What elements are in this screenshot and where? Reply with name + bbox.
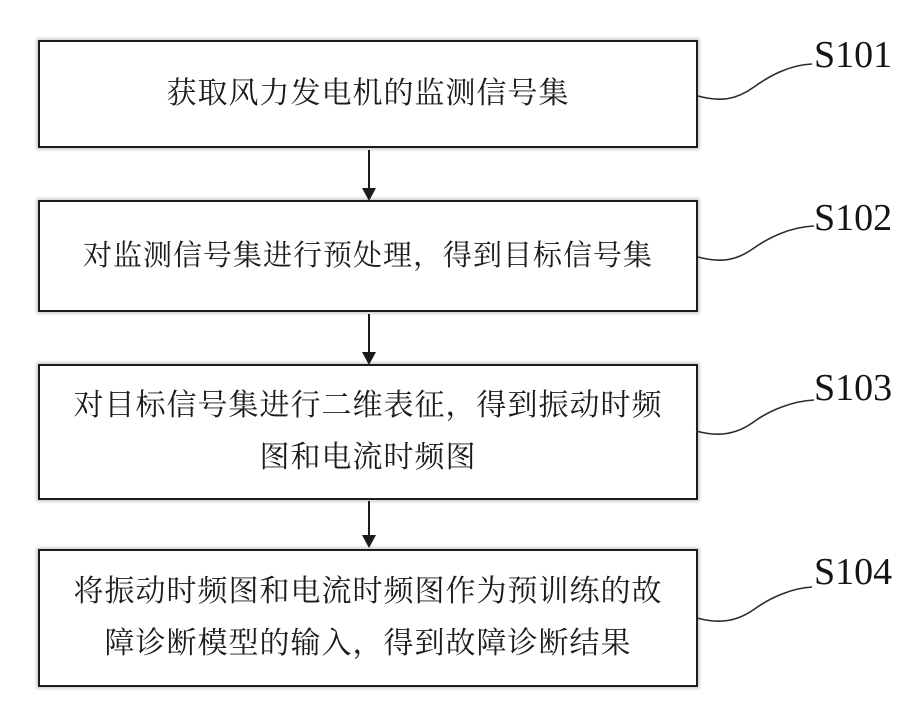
arrow-shaft: [368, 501, 370, 535]
down-arrow-icon: [361, 150, 377, 201]
step-label-s103: S103: [814, 367, 893, 409]
arrow-shaft: [368, 150, 370, 188]
flow-step-box-s101: [38, 40, 698, 148]
step-label-s102: S102: [814, 197, 893, 239]
arrow-head: [362, 535, 376, 548]
down-arrow-icon: [361, 314, 377, 365]
step-label-s101: S101: [814, 34, 893, 76]
flow-step-text-s102: 对监测信号集进行预处理，得到目标信号集: [82, 239, 653, 272]
down-arrow-icon: [361, 501, 377, 548]
connector-curve-s104: [697, 587, 812, 621]
flow-step-box-s103: [38, 364, 698, 500]
step-label-s104: S104: [814, 551, 893, 593]
connector-curve-s103: [696, 400, 814, 434]
flow-step-text-s103: 对目标信号集进行二维表征，得到振动时频图和电流时频图: [73, 388, 663, 474]
flow-step-text-s104: 将振动时频图和电流时频图作为预训练的故障诊断模型的输入，得到故障诊断结果: [73, 574, 663, 660]
flow-step-text-s101: 获取风力发电机的监测信号集: [166, 76, 570, 110]
arrow-head: [362, 188, 376, 201]
connector-curve-s101: [698, 64, 812, 99]
arrow-shaft: [368, 314, 370, 352]
flow-step-box-s104: [38, 549, 698, 687]
connector-curve-s102: [698, 226, 814, 260]
flow-step-box-s102: [38, 200, 698, 312]
arrow-head: [362, 352, 376, 365]
